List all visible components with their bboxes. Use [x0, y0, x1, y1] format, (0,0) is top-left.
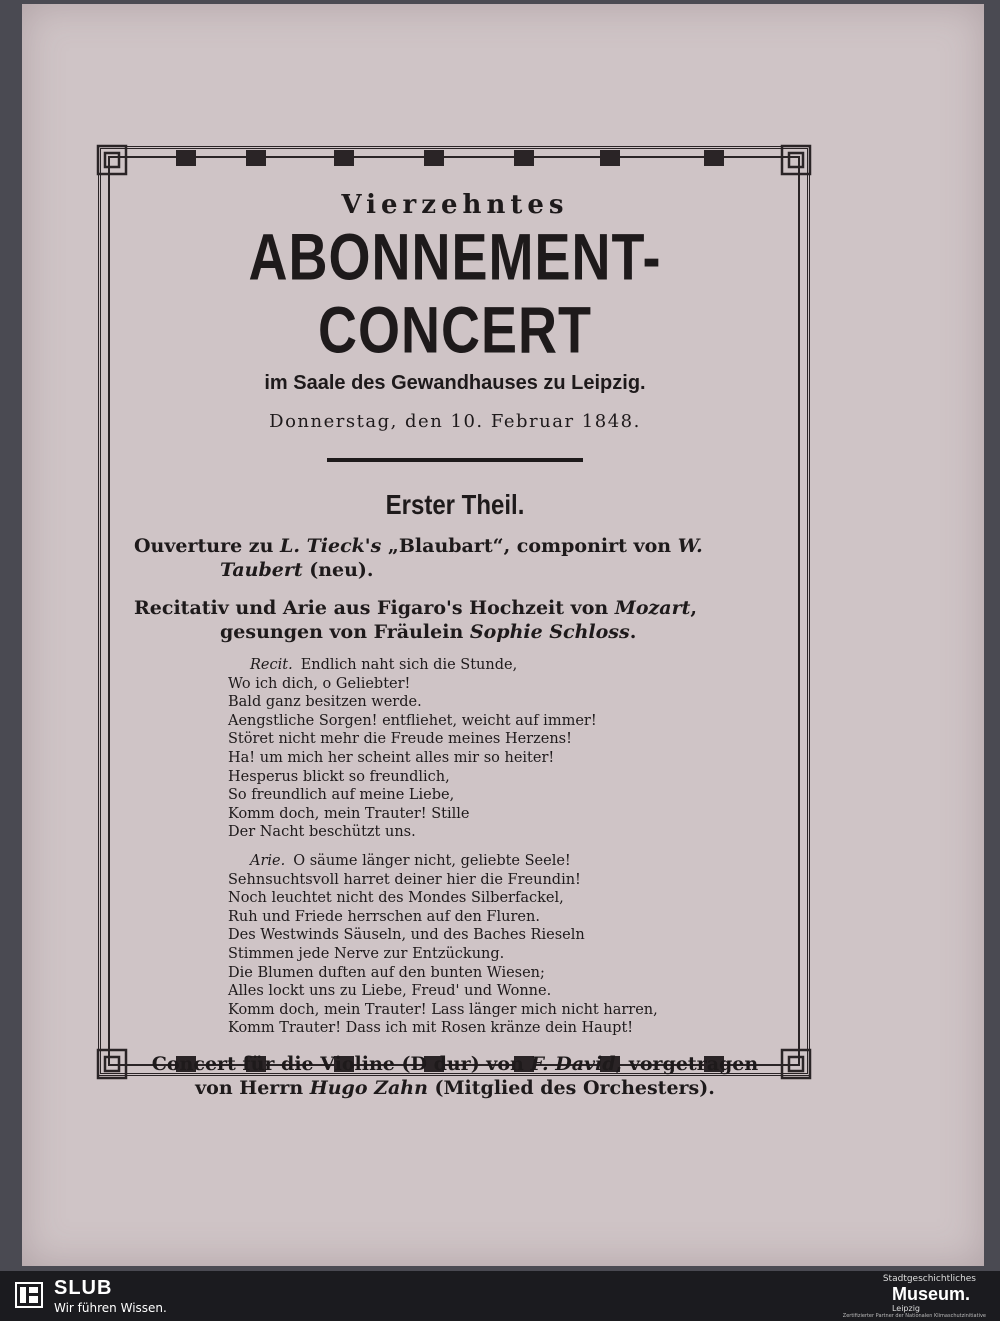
lyric-line: Der Nacht beschützt uns.: [228, 824, 416, 841]
program-item-aria: Recitativ und Arie aus Figaro's Hochzeit von Mozart, gesungen von Fräulein Sophie Schloss.: [134, 597, 698, 643]
lyric-line: Alles lockt uns zu Liebe, Freud' und Wonne.: [228, 983, 552, 1000]
lyric-line: Wo ich dich, o Geliebter!: [228, 675, 411, 692]
recitative-lyrics: Recit. Endlich naht sich die Stunde, Wo ich dich, o Geliebter! Bald ganz besitzen werde. Aengstliche Sorgen! entfliehet, weicht auf immer! Störet nicht mehr die Freude meines Herzens! Ha! um mich her scheint alles mir so heiter! Hesperus blickt so freundlich, So freundlich auf meine Liebe, Komm doch, mein Trauter! Stille Der Nacht beschützt uns. Arie. O säume länger nicht, geliebte Seele! Sehnsuchtsvoll harret deiner hier die Freundin! Noch leuchtet nicht des Mondes Silberfackel, Ruh und Friede herrschen auf den Fluren. Des Westwinds Säuseln, und des Baches Rieseln Stimmen jede Nerve zur Entzückung. Die Blumen duften auf den bunten Wiesen; Alles lockt uns zu Liebe, Freud' und Wonne. Komm doch, mein Trauter! Lass länger mich nicht harren, Komm Trauter! Dass ich mit Rosen kränze dein Haupt!: [228, 656, 790, 1038]
concert-title: ABONNEMENT-CONCERT: [248, 220, 662, 368]
lyric-line: Komm doch, mein Trauter! Stille: [228, 805, 470, 822]
lyric-line: Bald ganz besitzen werde.: [228, 694, 422, 711]
recit-label: Recit.: [250, 657, 293, 673]
arie-label: Arie.: [250, 852, 286, 869]
corner-ornament-tl: [98, 146, 126, 174]
lyric-line: Ha! um mich her scheint alles mir so heiter!: [228, 749, 555, 766]
viewer-footer-bar: [0, 1271, 1000, 1321]
lyric-line: Stimmen jede Nerve zur Entzückung.: [228, 945, 505, 962]
concert-number: Vierzehntes: [341, 190, 569, 220]
date-line: Donnerstag, den 10. Februar 1848.: [269, 411, 641, 432]
slub-logo-icon[interactable]: [14, 1279, 44, 1309]
museum-certification-note: Zertifizierter Partner der Nationalen Klimaschutzinitiative: [842, 1313, 986, 1319]
program-item-overture: Ouverture zu L. Tieck's „Blaubart“, componirt von W. Taubert (neu).: [134, 535, 703, 581]
museum-city: Leipzig: [891, 1304, 920, 1313]
venue-line: im Saale des Gewandhauses zu Leipzig.: [264, 372, 646, 394]
lyric-line: Sehnsuchtsvoll harret deiner hier die Freundin!: [228, 871, 581, 888]
corner-ornament-tr: [782, 146, 810, 174]
museum-caption: Stadtgeschichtliches: [882, 1274, 976, 1284]
lyric-line: Noch leuchtet nicht des Mondes Silberfackel,: [228, 890, 564, 907]
divider-rule: [327, 458, 583, 462]
lyric-line: Hesperus blickt so freundlich,: [228, 768, 450, 785]
lyric-line: So freundlich auf meine Liebe,: [228, 787, 455, 804]
lyric-line: Komm Trauter! Dass ich mit Rosen kränze dein Haupt!: [228, 1020, 634, 1037]
lyric-line: Komm doch, mein Trauter! Lass länger mich nicht harren,: [228, 1001, 658, 1018]
poster-content: [120, 190, 790, 1100]
slub-slogan: Wir führen Wissen.: [54, 1301, 167, 1315]
lyric-line: Ruh und Friede herrschen auf den Fluren.: [228, 908, 540, 925]
lyric-line: Aengstliche Sorgen! entfliehet, weicht auf immer!: [228, 712, 597, 729]
lyric-line: Die Blumen duften auf den bunten Wiesen;: [228, 964, 545, 981]
slub-logo-text[interactable]: SLUB: [54, 1277, 113, 1299]
section-heading: Erster Theil.: [385, 489, 525, 521]
program-item-violin-concert: Concert für die Violine (D dur) von F. David, vorgetragen von Herrn Hugo Zahn (Mitglied des Orchesters).: [151, 1052, 759, 1099]
lyric-line: Des Westwinds Säuseln, und des Baches Rieseln: [228, 927, 585, 944]
lyric-line: Störet nicht mehr die Freude meines Herzens!: [228, 731, 572, 748]
museum-logo-text[interactable]: Museum.: [891, 1284, 970, 1304]
